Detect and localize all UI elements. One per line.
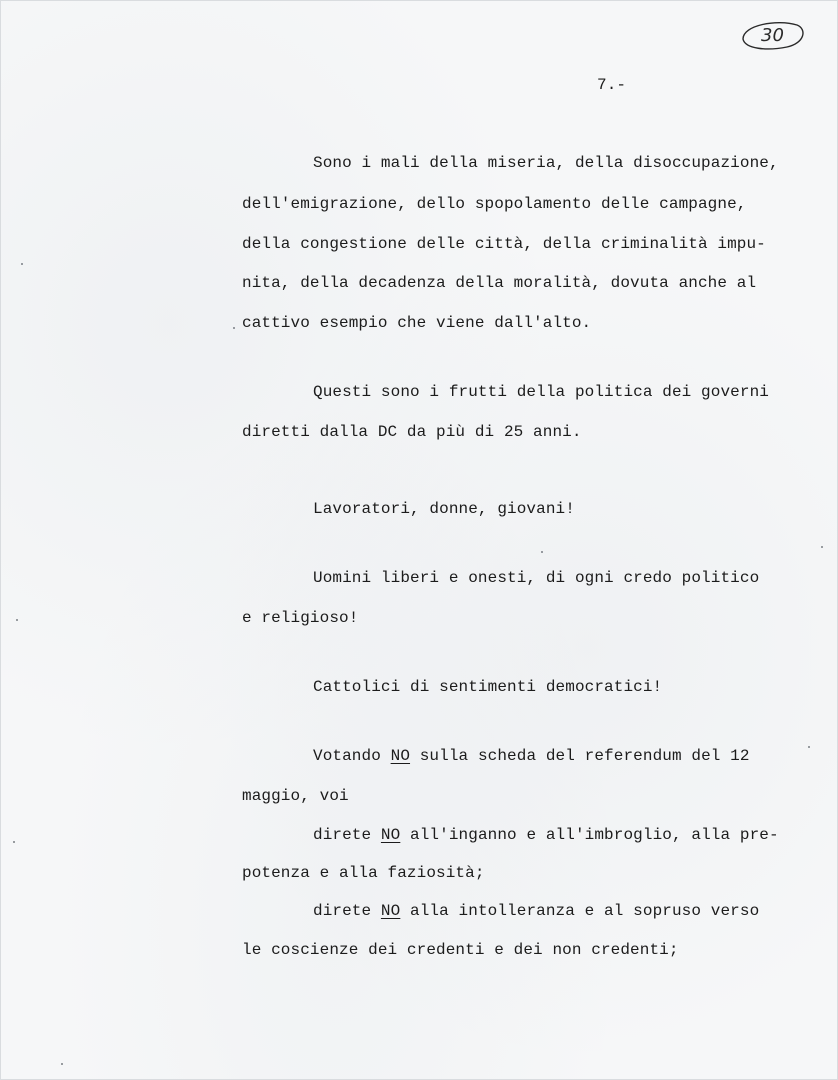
paper-speck <box>61 1063 63 1065</box>
paper-speck <box>541 551 543 553</box>
text-line: cattivo esempio che viene dall'alto. <box>242 314 592 332</box>
text-line: direte NO all'inganno e all'imbroglio, alla pre- <box>313 826 779 844</box>
text-line: potenza e alla faziosità; <box>242 864 485 882</box>
text-line: Uomini liberi e onesti, di ogni credo politico <box>313 569 760 587</box>
text-line: nita, della decadenza della moralità, dovuta anche al <box>242 274 757 292</box>
text-line: Votando NO sulla scheda del referendum del 12 <box>313 747 750 765</box>
paper-speck <box>233 327 235 329</box>
text-line: della congestione delle città, della criminalità impu- <box>242 235 766 253</box>
text-line: Sono i mali della miseria, della disoccupazione, <box>313 154 779 172</box>
underlined-no: NO <box>390 747 411 765</box>
underlined-no: NO <box>380 902 401 920</box>
handwritten-page-mark <box>737 17 807 53</box>
page-number: 7.- <box>597 76 627 94</box>
text-line: diretti dalla DC da più di 25 anni. <box>242 423 582 441</box>
text-line: Cattolici di sentimenti democratici! <box>313 678 663 696</box>
paper-speck <box>16 619 18 621</box>
text-line: e religioso! <box>242 609 359 627</box>
text-line: Questi sono i frutti della politica dei governi <box>313 383 769 401</box>
text-line: Lavoratori, donne, giovani! <box>313 500 575 518</box>
text-line: maggio, voi <box>242 787 349 805</box>
text-line: le coscienze dei credenti e dei non credenti; <box>242 941 679 959</box>
paper-speck <box>13 841 15 843</box>
text-line: direte NO alla intolleranza e al sopruso verso <box>313 902 760 920</box>
underlined-no: NO <box>380 826 401 844</box>
handwritten-page-number: 30 <box>761 25 784 46</box>
paper-speck <box>821 546 823 548</box>
paper-speck <box>808 746 810 748</box>
paper-speck <box>21 263 23 265</box>
text-line: dell'emigrazione, dello spopolamento delle campagne, <box>242 195 747 213</box>
